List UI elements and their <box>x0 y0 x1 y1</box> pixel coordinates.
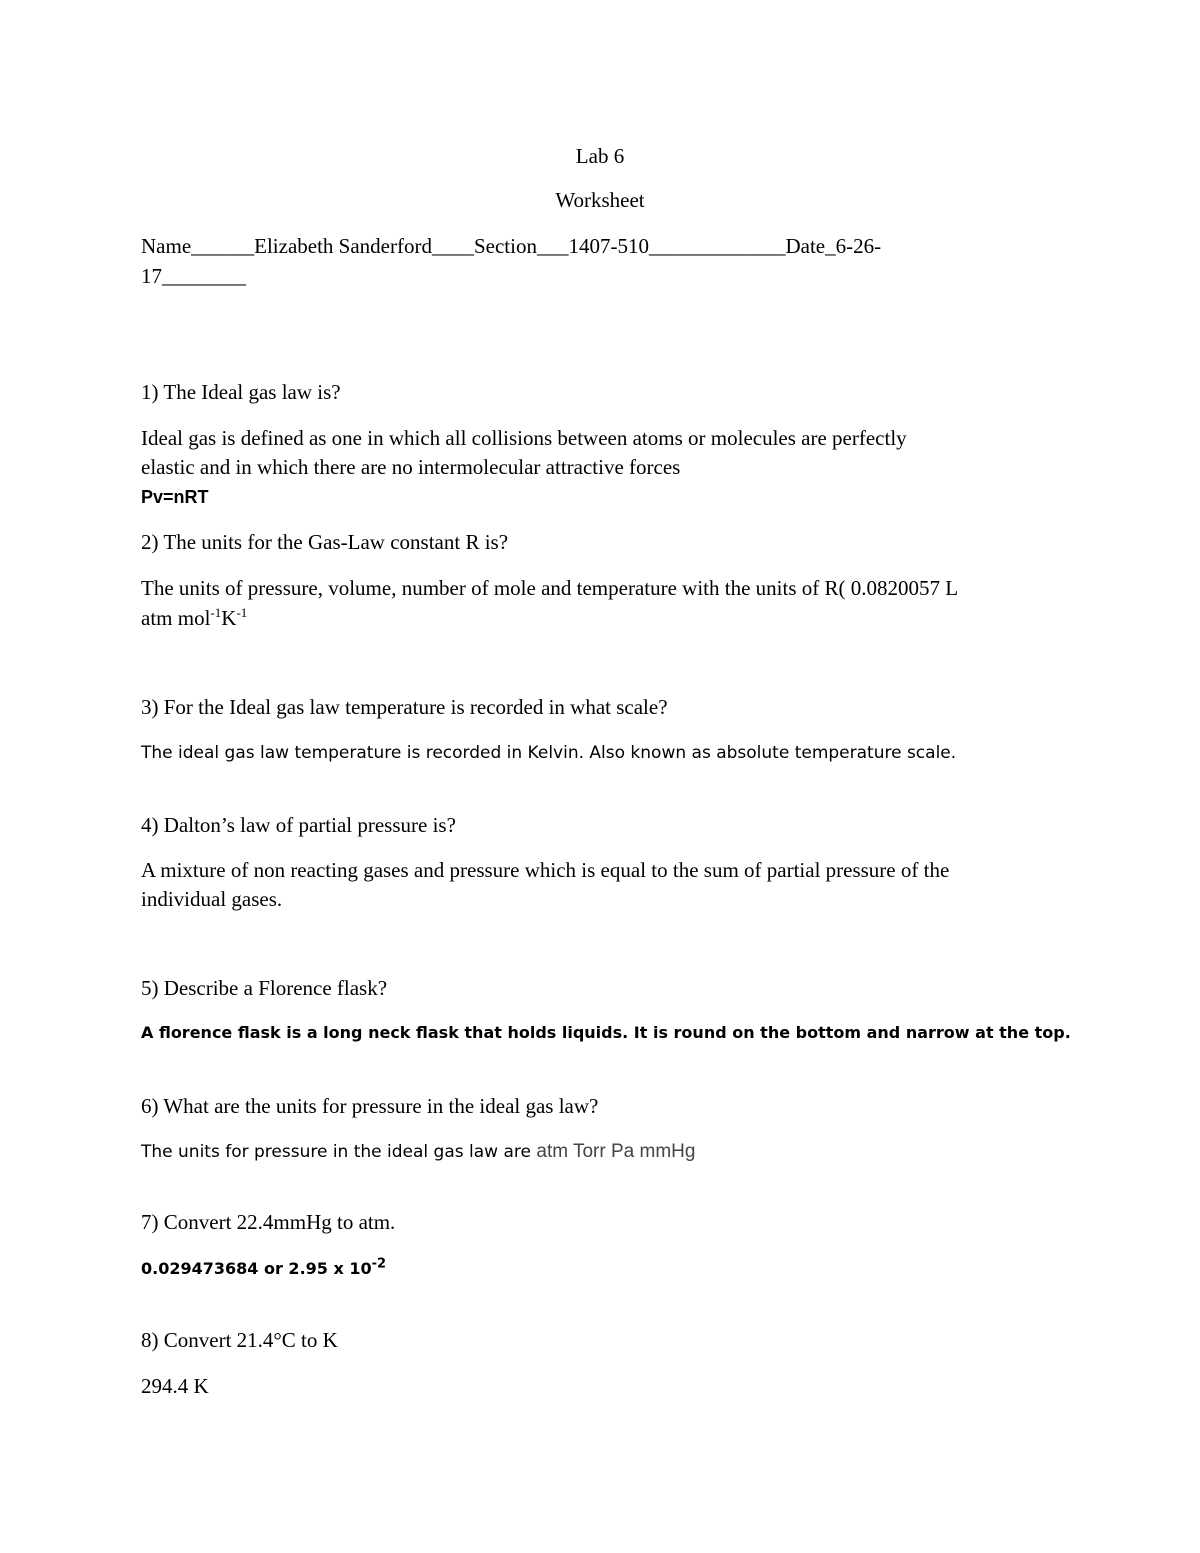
answer-4-line-1: A mixture of non reacting gases and pressure which is equal to the sum of partial pressure of the <box>141 858 950 882</box>
question-6: 6) What are the units for pressure in the ideal gas law? <box>141 1094 599 1118</box>
question-4: 4) Dalton’s law of partial pressure is? <box>141 813 456 837</box>
name-section-date-line-continued: 17________ <box>141 264 246 288</box>
answer-7-value: 0.029473684 or 2.95 x 10 <box>141 1259 372 1278</box>
question-8: 8) Convert 21.4°C to K <box>141 1328 338 1352</box>
answer-6-units: atm Torr Pa mmHg <box>536 1141 696 1162</box>
answer-2-line-2 <box>141 604 247 632</box>
answer-2-unit-base: atm mol <box>141 606 211 630</box>
answer-2-exponent-2: -1 <box>236 605 248 620</box>
answer-1-line-1: Ideal gas is defined as one in which all collisions between atoms or molecules are perfectly <box>141 426 907 450</box>
question-2: 2) The units for the Gas-Law constant R is? <box>141 530 509 554</box>
answer-7-exponent: -2 <box>371 1256 387 1272</box>
answer-5: A florence flask is a long neck flask that holds liquids. It is round on the bottom and narrow at the top. <box>141 1023 1071 1042</box>
question-7: 7) Convert 22.4mmHg to atm. <box>141 1210 396 1234</box>
answer-4-line-2: individual gases. <box>141 887 283 911</box>
question-3: 3) For the Ideal gas law temperature is recorded in what scale? <box>141 695 668 719</box>
question-1: 1) The Ideal gas law is? <box>141 380 341 404</box>
question-5: 5) Describe a Florence flask? <box>141 976 388 1000</box>
answer-7 <box>141 1255 386 1283</box>
answer-2-exponent-1: -1 <box>210 605 222 620</box>
answer-3: The ideal gas law temperature is recorded in Kelvin. Also known as absolute temperature scale. <box>141 743 957 763</box>
answer-8: 294.4 K <box>141 1374 209 1398</box>
answer-2-unit-kelvin: K <box>221 606 237 630</box>
answer-2-line-1: The units of pressure, volume, number of mole and temperature with the units of R( 0.0820057 L <box>141 576 959 600</box>
document-subtitle: Worksheet <box>555 188 645 212</box>
answer-1-formula: Pv=nRT <box>141 487 209 507</box>
answer-6-text: The units for pressure in the ideal gas law are <box>141 1142 537 1162</box>
answer-1-line-2: elastic and in which there are no intermolecular attractive forces <box>141 455 681 479</box>
answer-6 <box>141 1136 695 1166</box>
name-section-date-line: Name______Elizabeth Sanderford____Section___1407-510_____________Date_6-26- <box>141 234 882 258</box>
document-title: Lab 6 <box>575 144 625 168</box>
